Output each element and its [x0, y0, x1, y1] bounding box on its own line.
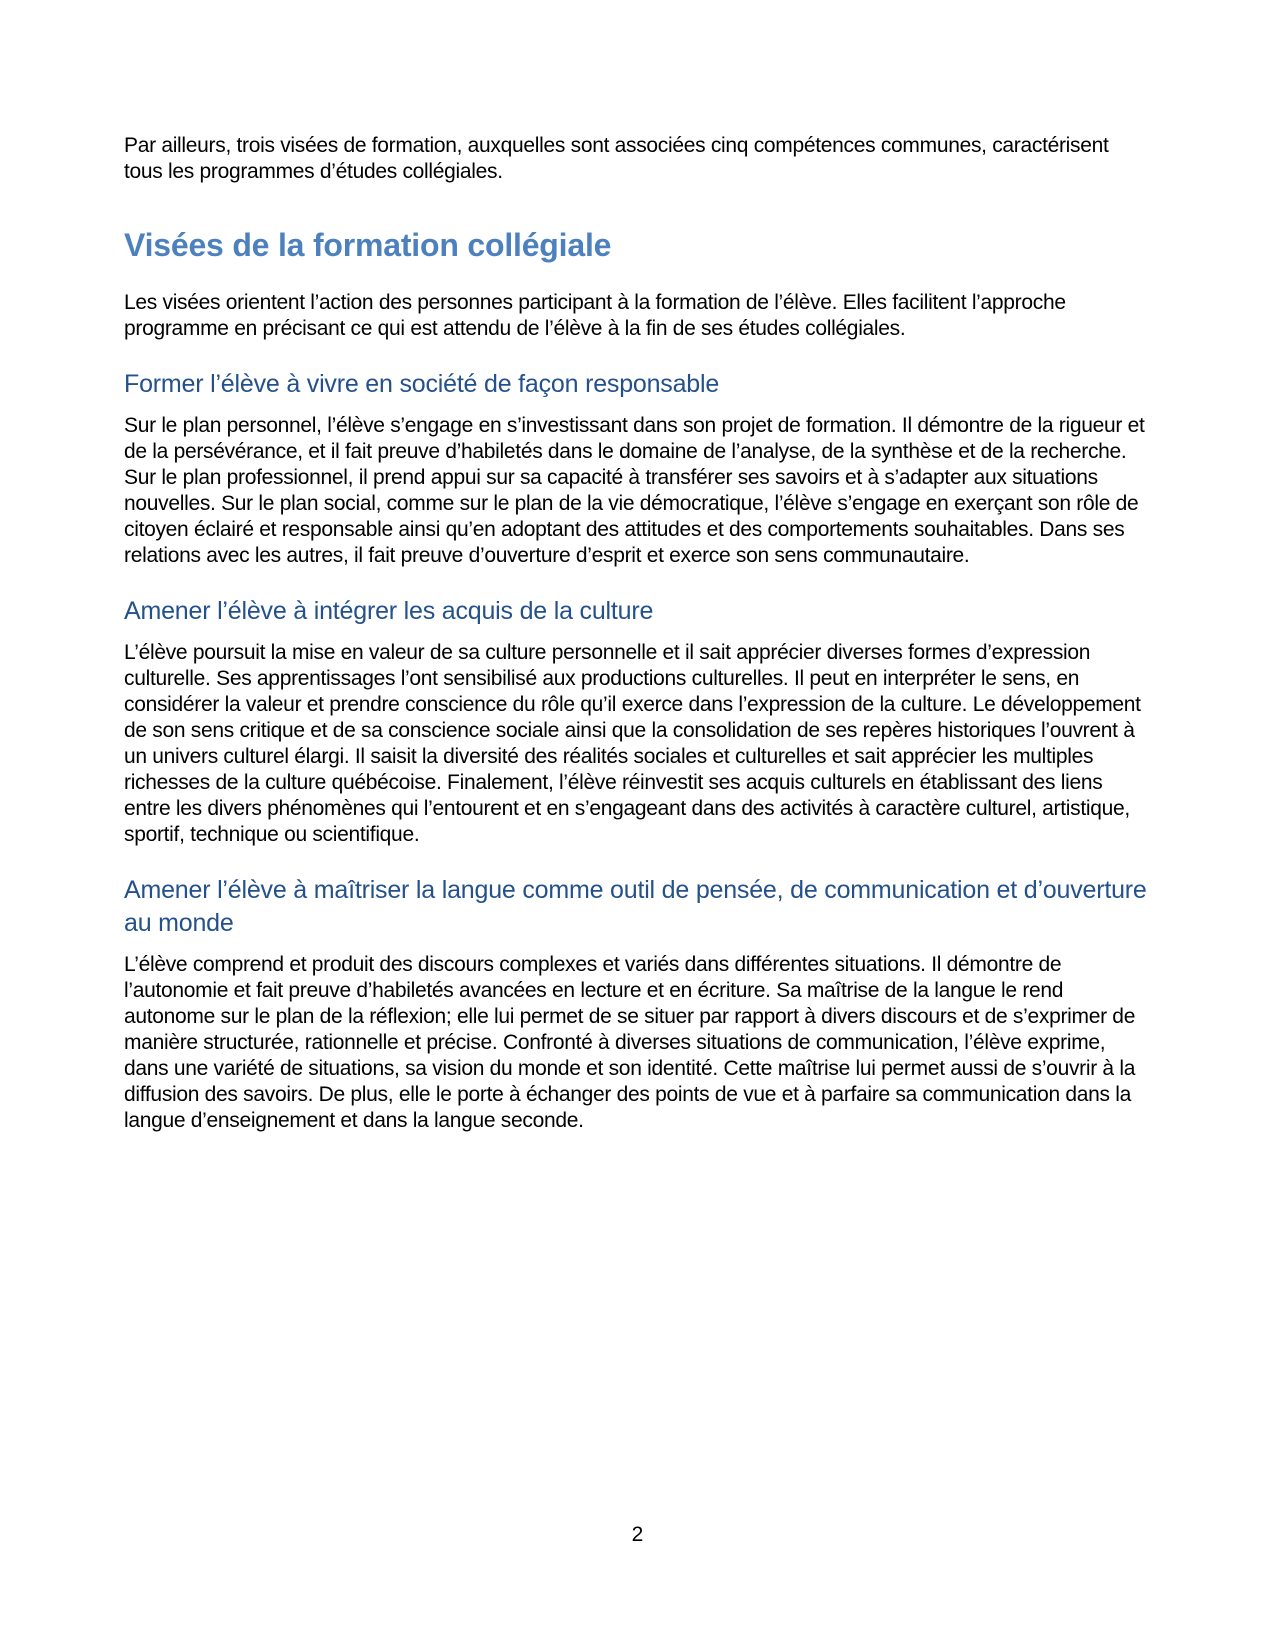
section-heading-responsible-citizenship: Former l’élève à vivre en société de façon responsable	[124, 370, 720, 398]
document-content	[124, 133, 1152, 1134]
page-number: 2	[631, 1523, 644, 1546]
section-body-responsible-citizenship: Sur le plan personnel, l’élève s’engage en s’investissant dans son projet de formation. Il démontre de la rigueur et de la persévérance, et il fait preuve d’habiletés dans le domaine de l’analyse, de la synthèse et de la recherche. Sur le plan professionnel, il prend appui sur sa capacité à transférer ses savoirs et à s’adapter aux situations nouvelles. Sur le plan social, comme sur le plan de la vie démocratique, l’élève s’engage en exerçant son rôle de citoyen éclairé et responsable ainsi qu’en adoptant des attitudes et des comportements souhaitables. Dans ses relations avec les autres, il fait preuve d’ouverture d’esprit et exerce son sens communautaire.	[124, 414, 1145, 567]
section-heading-language: Amener l’élève à maîtriser la langue comme outil de pensée, de communication et d’ouverture au monde	[124, 876, 1147, 937]
section-body-language: L’élève comprend et produit des discours complexes et variés dans différentes situations. Il démontre de l’autonomie et fait preuve d’habiletés avancées en lecture et en écriture. Sa maîtrise de la langue le rend autonome sur le plan de la réflexion; elle lui permet de se situer par rapport à divers discours et de s’exprimer de manière structurée, rationnelle et précise. Confronté à diverses situations de communication, l’élève exprime, dans une variété de situations, sa vision du monde et son identité. Cette maîtrise lui permet aussi de s’ouvrir à la diffusion des savoirs. De plus, elle le porte à échanger des points de vue et à parfaire sa communication dans la langue d’enseignement et dans la langue seconde.	[124, 953, 1136, 1132]
main-heading: Visées de la formation collégiale	[124, 227, 612, 263]
section-heading-culture: Amener l’élève à intégrer les acquis de la culture	[124, 597, 654, 625]
lead-paragraph: Les visées orientent l’action des personnes participant à la formation de l’élève. Elles facilitent l’approche programme en précisant ce qui est attendu de l’élève à la fin de ses études collégiales.	[124, 291, 1066, 340]
section-body-culture: L’élève poursuit la mise en valeur de sa culture personnelle et il sait apprécier diverses formes d’expression culturelle. Ses apprentissages l’ont sensibilisé aux productions culturelles. Il peut en interpréter le sens, en considérer la valeur et prendre conscience du rôle qu’il exerce dans l’expression de la culture. Le développement de son sens critique et de sa conscience sociale ainsi que la consolidation de ses repères historiques l’ouvrent à un univers culturel élargi. Il saisit la diversité des réalités sociales et culturelles et sait apprécier les multiples richesses de la culture québécoise. Finalement, l’élève réinvestit ses acquis culturels en établissant des liens entre les divers phénomènes qui l’entourent et en s’engageant dans des activités à caractère culturel, artistique, sportif, technique ou scientifique.	[124, 641, 1141, 846]
intro-paragraph: Par ailleurs, trois visées de formation, auxquelles sont associées cinq compétences communes, caractérisent tous les programmes d’études collégiales.	[124, 134, 1109, 183]
